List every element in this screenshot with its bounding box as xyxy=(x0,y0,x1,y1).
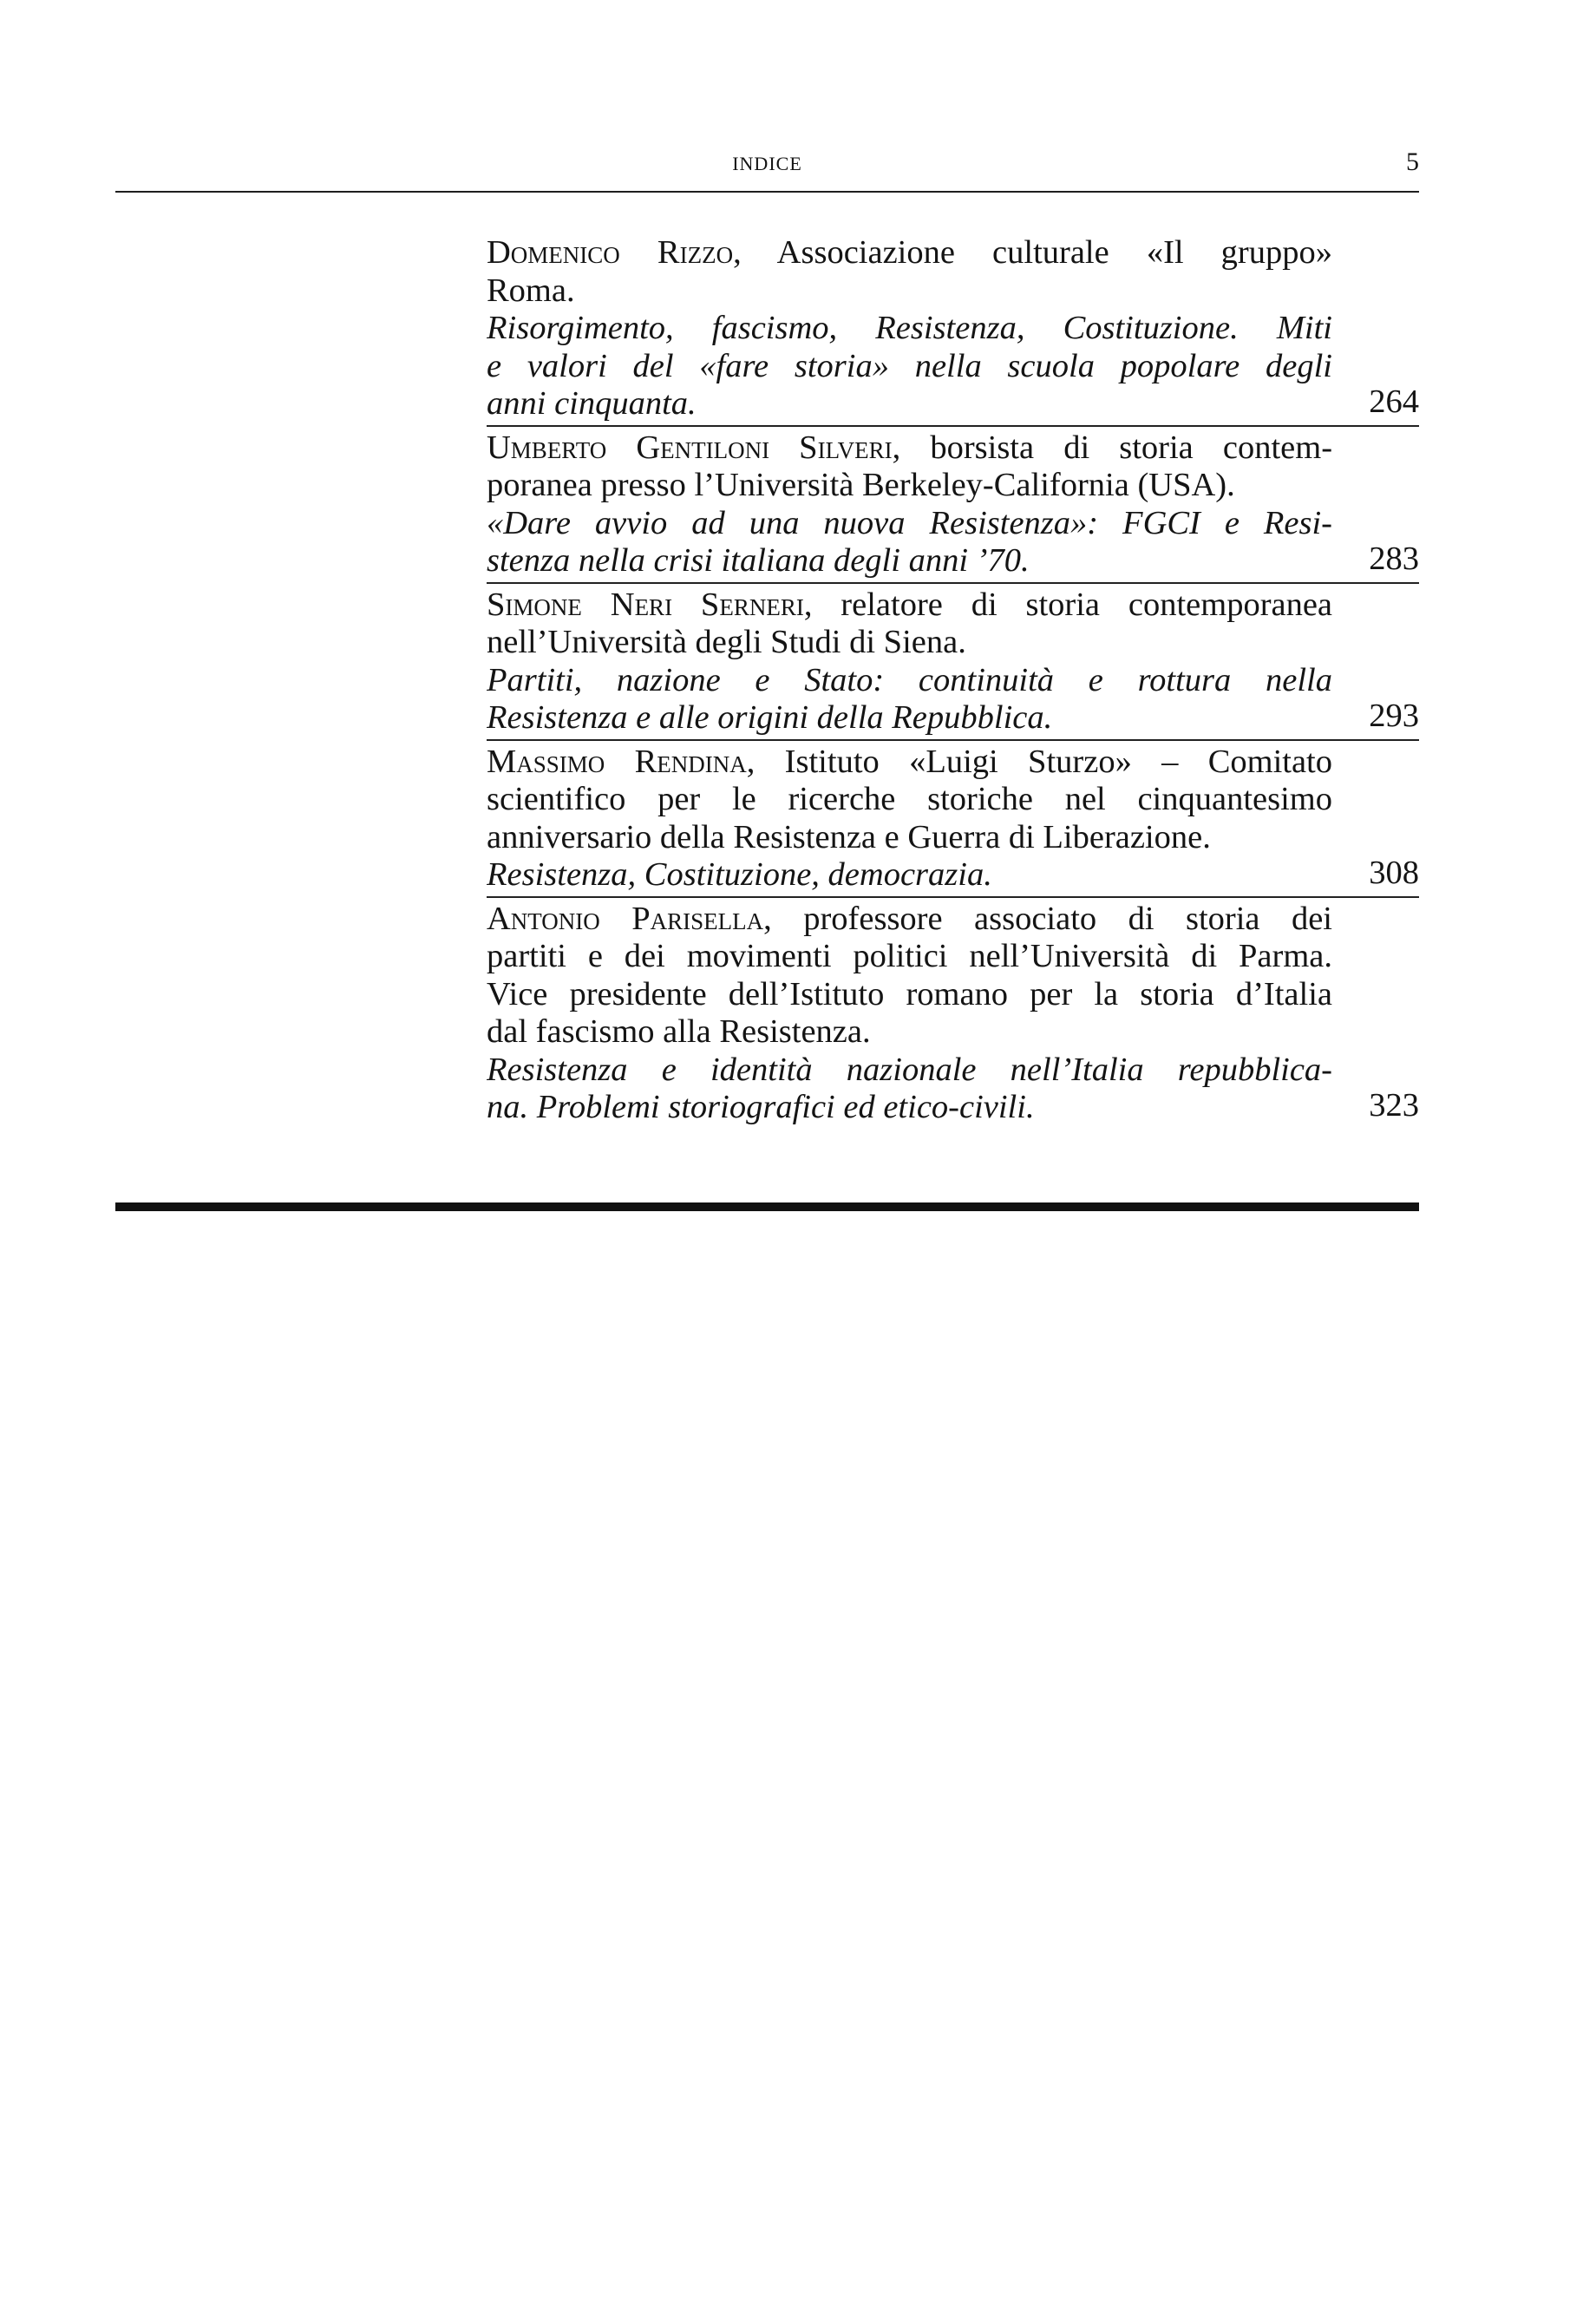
author-first-name: Massimo xyxy=(487,743,605,780)
entry-page-number: 308 xyxy=(1369,855,1419,891)
header-rule xyxy=(115,191,1419,193)
author-affiliation-continued: partiti e dei movimenti politici nell’Università di Parma. xyxy=(487,938,1332,974)
essay-title-line: e valori del «fare storia» nella scuola popolare degli xyxy=(487,347,1332,384)
author-last-name: Neri Serneri xyxy=(610,586,804,623)
author-line xyxy=(487,901,1332,939)
author-first-name: Domenico xyxy=(487,234,620,271)
author-affiliation-continued: poranea presso l’Università Berkeley-California (USA). xyxy=(487,467,1235,503)
author-line xyxy=(487,744,1332,782)
author-last-name: Gentiloni Silveri xyxy=(636,429,893,466)
bottom-rule xyxy=(115,1202,1419,1211)
author-first-name: Antonio xyxy=(487,900,600,937)
essay-title-line: anni cinquanta. xyxy=(487,385,697,422)
author-line xyxy=(487,234,1332,272)
author-affiliation-continued: nell’Università degli Studi di Siena. xyxy=(487,624,966,660)
essay-title-line: «Dare avvio ad una nuova Resistenza»: FGCI e Resi- xyxy=(487,504,1332,541)
author-last-name: Parisella xyxy=(631,900,764,937)
page-number: 5 xyxy=(1406,147,1419,176)
essay-title-line: Resistenza e alle origini della Repubblica. xyxy=(487,699,1053,736)
essay-title-line: Partiti, nazione e Stato: continuità e rottura nella xyxy=(487,661,1332,698)
author-affiliation-continued: dal fascismo alla Resistenza. xyxy=(487,1013,871,1050)
entry-page-number: 264 xyxy=(1369,383,1419,420)
toc-entry-neri-serneri xyxy=(487,586,1419,741)
author-last-name: Rendina xyxy=(634,743,747,780)
author-affiliation: , Associazione culturale «Il gruppo» xyxy=(733,234,1332,271)
author-affiliation-continued: anniversario della Resistenza e Guerra di Liberazione. xyxy=(487,818,1211,855)
author-line xyxy=(487,429,1332,468)
author-affiliation: , relatore di storia contemporanea xyxy=(803,586,1332,623)
essay-title-line: Risorgimento, fascismo, Resistenza, Costituzione. Miti xyxy=(487,310,1332,346)
entry-page-number: 283 xyxy=(1369,541,1419,577)
author-last-name: Rizzo xyxy=(657,234,734,271)
author-affiliation-continued: Vice presidente dell’Istituto romano per la storia d’Italia xyxy=(487,975,1332,1012)
author-affiliation: , Istituto «Luigi Sturzo» – Comitato xyxy=(746,743,1332,780)
toc-entry-gentiloni-silveri xyxy=(487,429,1419,584)
entry-page-number: 323 xyxy=(1369,1087,1419,1124)
essay-title-line: stenza nella crisi italiana degli anni ’70. xyxy=(487,542,1030,579)
toc-entry-rizzo xyxy=(487,234,1419,427)
running-title: INDICE xyxy=(732,153,802,174)
author-affiliation: , borsista di storia contem- xyxy=(892,429,1332,466)
essay-title-line: Resistenza, Costituzione, democrazia. xyxy=(487,856,992,893)
essay-title-line: na. Problemi storiografici ed etico-civili. xyxy=(487,1089,1035,1125)
toc-entry-parisella xyxy=(487,901,1419,1129)
author-first-name: Simone xyxy=(487,586,582,623)
table-of-contents xyxy=(487,234,1419,1131)
author-first-name: Umberto xyxy=(487,429,607,466)
entry-page-number: 293 xyxy=(1369,698,1419,734)
toc-entry-rendina xyxy=(487,744,1419,898)
running-head xyxy=(115,147,1419,191)
author-affiliation: , professore associato di storia dei xyxy=(763,900,1332,937)
author-affiliation-continued: scientifico per le ricerche storiche nel cinquantesimo xyxy=(487,781,1332,817)
essay-title-line: Resistenza e identità nazionale nell’Italia repubblica- xyxy=(487,1051,1332,1088)
author-line xyxy=(487,586,1332,625)
author-affiliation-continued: Roma. xyxy=(487,272,575,309)
